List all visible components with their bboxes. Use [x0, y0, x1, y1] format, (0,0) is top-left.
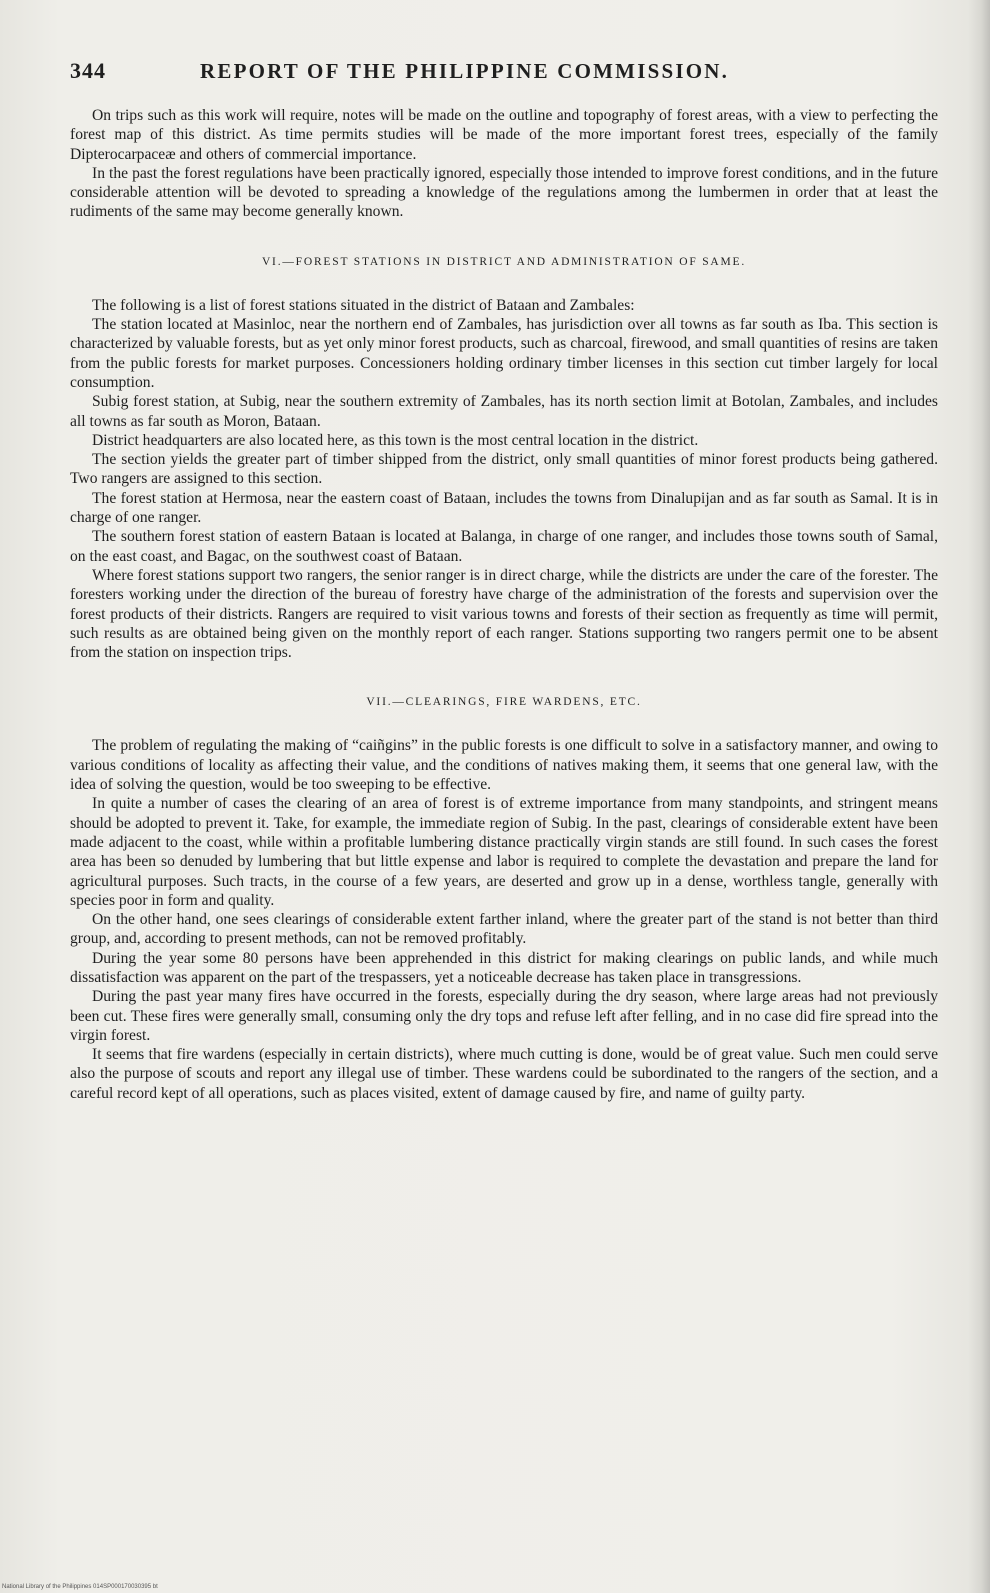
- paragraph: During the past year many fires have occurred in the forests, especially during the dry season, where large areas had not previously been cut. These fires were generally small, consuming only the dry tops and refuse left after felling, and in no case did fire spread into the virgin forest.: [70, 988, 938, 1044]
- section-vi-body: [70, 296, 938, 663]
- paragraph: District headquarters are also located here, as this town is the most central location in the district.: [92, 431, 699, 449]
- section-vii-body: [70, 736, 938, 1103]
- paragraph: The southern forest station of eastern Bataan is located at Balanga, in charge of one ranger, and includes those towns south of Samal, on the east coast, and Bagac, on the southwest coast of Bataan.: [70, 528, 938, 565]
- paragraph: On the other hand, one sees clearings of considerable extent farther inland, where the greater part of the stand is not better than third group, and, according to present methods, can not be removed profitably.: [70, 911, 938, 948]
- paragraph: The forest station at Hermosa, near the eastern coast of Bataan, includes the towns from Dinalupijan and as far south as Samal. It is in charge of one ranger.: [70, 489, 938, 527]
- paragraph: In quite a number of cases the clearing of an area of forest is of extreme importance from many standpoints, and stringent means should be adopted to prevent it. Take, for example, the immediate region of Subig. In the past, clearings of considerable extent have been made adjacent to the coast, while within a profitable lumbering distance practically virgin stands are still found. In such cases the forest area has been so denuded by lumbering that but little expense and labor is required to complete the devastation and prepare the land for agricultural purposes. Such tracts, in the course of a few years, are deserted and grow up in a dense, worthless tangle, generally with species poor in form and quality.: [70, 795, 938, 909]
- paragraph: During the year some 80 persons have been apprehended in this district for making clearings on public lands, and while much dissatisfaction was apparent on the part of the trespassers, yet a noticeable decrease has taken place in transgressions.: [70, 949, 938, 986]
- paragraph: Subig forest station, at Subig, near the southern extremity of Zambales, has its north section limit at Botolan, Zambales, and includes all towns as far south as Moron, Bataan.: [70, 393, 938, 430]
- paragraph: It seems that fire wardens (especially in certain districts), where much cutting is done, would be of great value. Such men could serve also the purpose of scouts and report any illegal use of timber. These wardens could be subordinated to the rangers of the section, and a careful record kept of all operations, such as places visited, extent of damage caused by fire, and name of guilty party.: [70, 1046, 938, 1102]
- paragraph: The section yields the greater part of timber shipped from the district, only small quantities of minor forest products being gathered. Two rangers are assigned to this section.: [70, 451, 938, 488]
- section-heading-vii: VII.—CLEARINGS, FIRE WARDENS, ETC.: [366, 696, 642, 709]
- section-heading-vi: VI.—FOREST STATIONS IN DISTRICT AND ADMINISTRATION OF SAME.: [261, 255, 747, 268]
- paragraph: The following is a list of forest stations situated in the district of Bataan and Zambales:: [92, 296, 635, 314]
- paragraph: The station located at Masinloc, near the northern end of Zambales, has jurisdiction over all towns as far south as Iba. This section is characterized by valuable forests, but as yet only minor forest products, such as charcoal, firewood, and small quantities of resins are taken from the public forests for market purposes. Concessioners holding ordinary timber licenses in this section cut timber largely for local consumption.: [70, 316, 938, 391]
- paragraph: In the past the forest regulations have been practically ignored, especially those intended to improve forest conditions, and in the future considerable attention will be devoted to spreading a knowledge of the regulations among the lumbermen in order that at least the rudiments of the same may become generally known.: [70, 164, 938, 221]
- page-number: 344: [70, 58, 106, 83]
- paragraph: On trips such as this work will require, notes will be made on the outline and topography of forest areas, with a view to perfecting the forest map of this district. As time permits studies will be made of the more important forest trees, especially of the family Dipterocarpaceæ and others of commercial importance.: [70, 107, 938, 163]
- page-header: [70, 58, 938, 98]
- document-body: [70, 58, 938, 1103]
- paragraph: Where forest stations support two rangers, the senior ranger is in direct charge, while the districts are under the care of the forester. The foresters working under the direction of the bureau of forestry have charge of the administration of the forests and supervision over the forest products of their districts. Rangers are required to visit various towns and forests of their section as frequently as time will permit, such results as are obtained being given on the monthly report of each ranger. Stations supporting two rangers permit one to be absent from the station on inspection trips.: [70, 566, 938, 662]
- scan-footer: National Library of the Philippines 014SP000170030395 bt: [2, 1584, 158, 1590]
- intro-section: [70, 106, 938, 222]
- paragraph: The problem of regulating the making of “caiñgins” in the public forests is one difficult to solve in a satisfactory manner, and owing to various conditions of locality as affecting their value, and the conditions of natives making them, it seems that one general law, with the idea of solving the question, would be too sweeping to be effective.: [70, 737, 938, 794]
- running-head: REPORT OF THE PHILIPPINE COMMISSION.: [200, 59, 730, 83]
- page-edge-shadow: [968, 0, 990, 1593]
